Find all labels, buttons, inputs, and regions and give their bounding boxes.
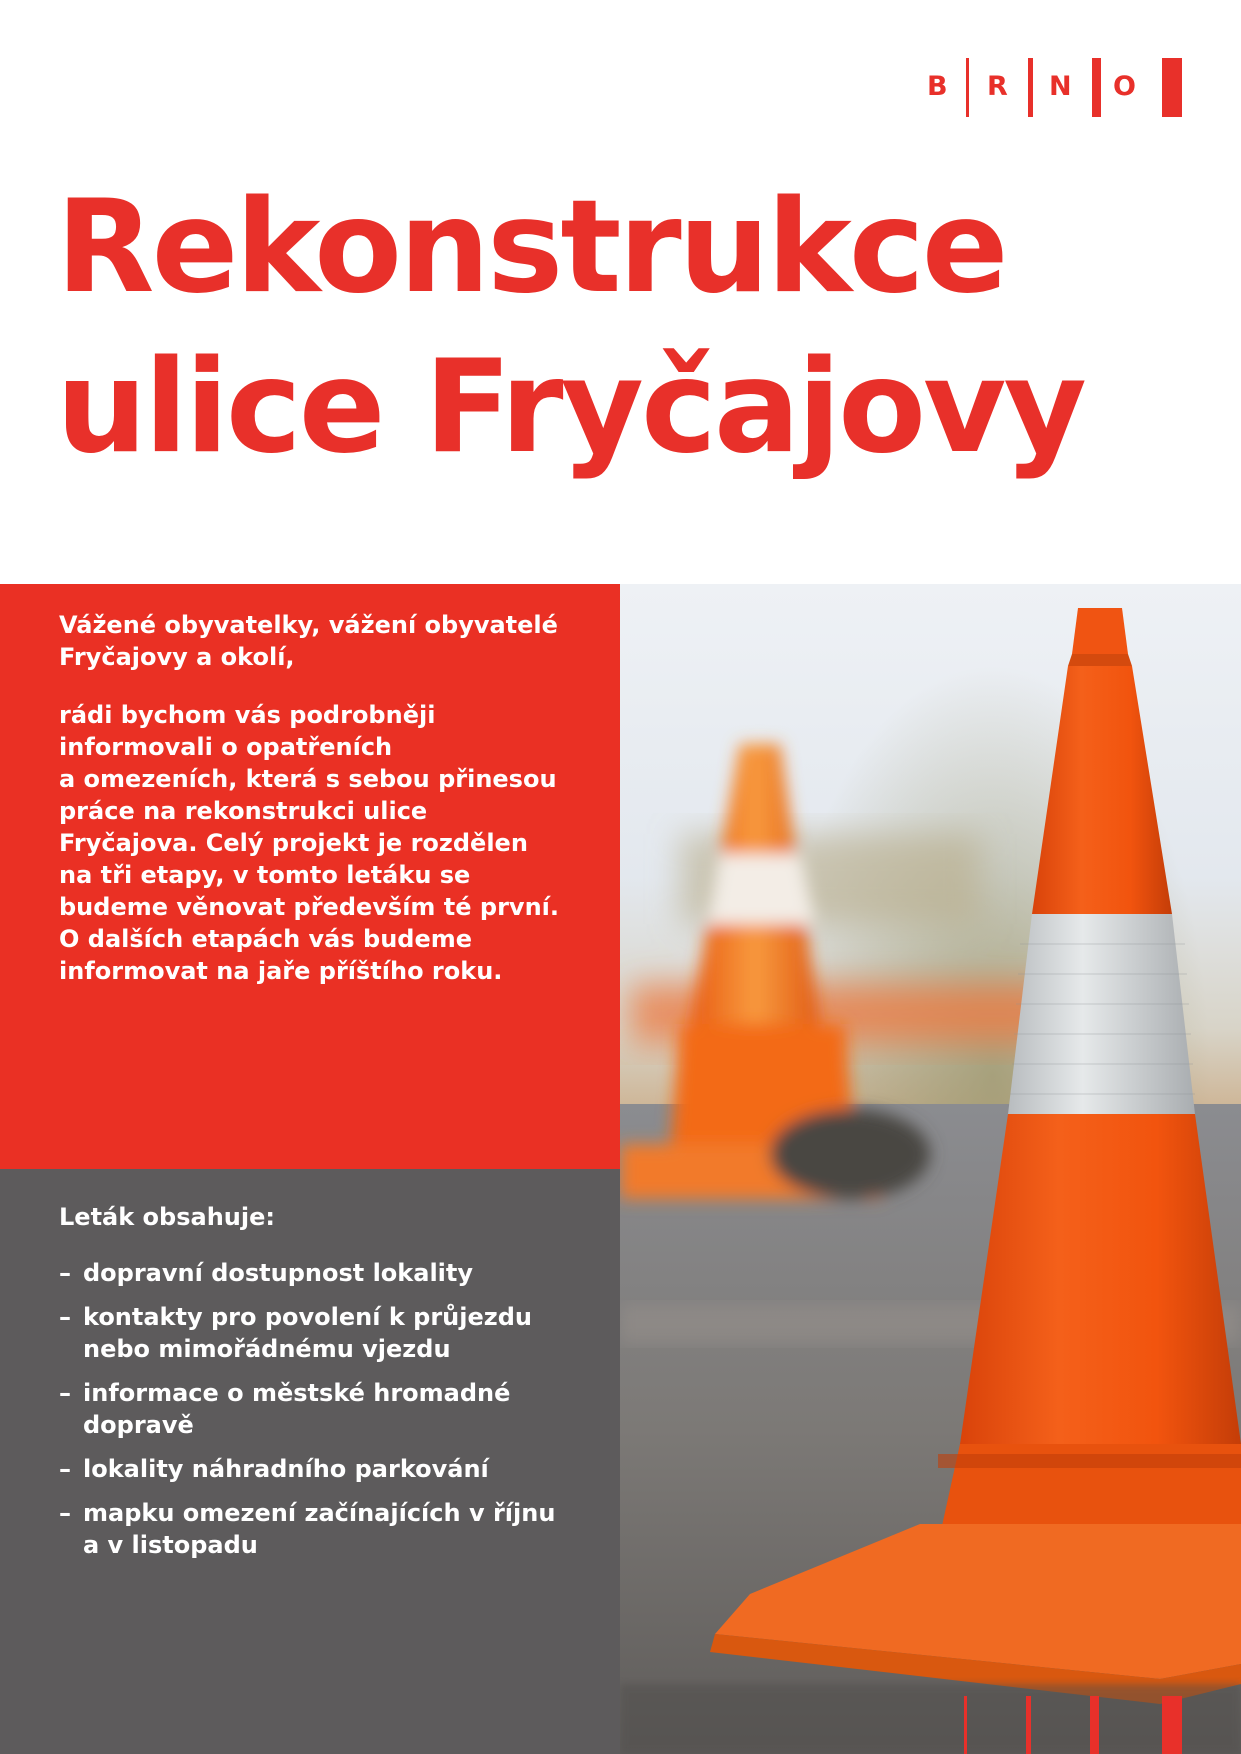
list-bullet: – <box>59 1499 71 1527</box>
logo-bar-1 <box>966 58 969 117</box>
accent-bar-4 <box>1162 1696 1182 1754</box>
list-item-text: mapku omezení začínajících v říjnu a v listopadu <box>83 1499 556 1559</box>
list-bullet: – <box>59 1303 71 1331</box>
list-item <box>59 1257 600 1289</box>
brno-logo <box>924 58 1182 117</box>
intro-body: rádi bychom vás podrobněji informovali o opatřeních a omezeních, která s sebou přinesou práce na rekonstrukci ulice Fryčajova. Celý projekt je rozdělen na tři etapy, v tomto letáku se budeme věnovat především té první. O dalších etapách vás budeme informovat na jaře příštího roku. <box>59 701 559 985</box>
list-item <box>59 1497 600 1561</box>
accent-bar-2 <box>1026 1696 1031 1754</box>
list-bullet: – <box>59 1259 71 1287</box>
contents-panel <box>0 1169 620 1754</box>
list-item-text: lokality náhradního parkování <box>83 1455 489 1483</box>
list-item-text: dopravní dostupnost lokality <box>83 1259 474 1287</box>
list-item-text: kontakty pro povolení k průjezdu nebo mimořádnému vjezdu <box>83 1303 532 1363</box>
intro-panel <box>0 584 620 1169</box>
contents-list <box>59 1257 600 1561</box>
title-line-1: Rekonstrukce <box>56 173 1006 322</box>
logo-letter-o: O <box>1113 71 1136 102</box>
list-item <box>59 1301 600 1365</box>
list-item <box>59 1377 600 1441</box>
list-bullet: – <box>59 1379 71 1407</box>
contents-heading: Leták obsahuje: <box>59 1203 275 1231</box>
logo-bar-4 <box>1162 58 1182 117</box>
list-bullet: – <box>59 1455 71 1483</box>
accent-bar-3 <box>1090 1696 1099 1754</box>
logo-letter-n: N <box>1049 71 1072 102</box>
accent-bar-1 <box>964 1696 967 1754</box>
logo-letter-b: B <box>927 71 948 102</box>
page-title <box>56 168 1084 488</box>
list-item-text: informace o městské hromadné dopravě <box>83 1379 511 1439</box>
title-line-2: ulice Fryčajovy <box>56 333 1084 482</box>
list-item <box>59 1453 600 1485</box>
logo-bar-3 <box>1092 58 1101 117</box>
logo-bar-2 <box>1028 58 1033 117</box>
logo-letter-r: R <box>987 71 1008 102</box>
accent-bars <box>964 1696 1184 1754</box>
traffic-cones-photo <box>620 584 1241 1754</box>
intro-greeting: Vážené obyvatelky, vážení obyvatelé Fryčajovy a okolí, <box>59 611 558 671</box>
